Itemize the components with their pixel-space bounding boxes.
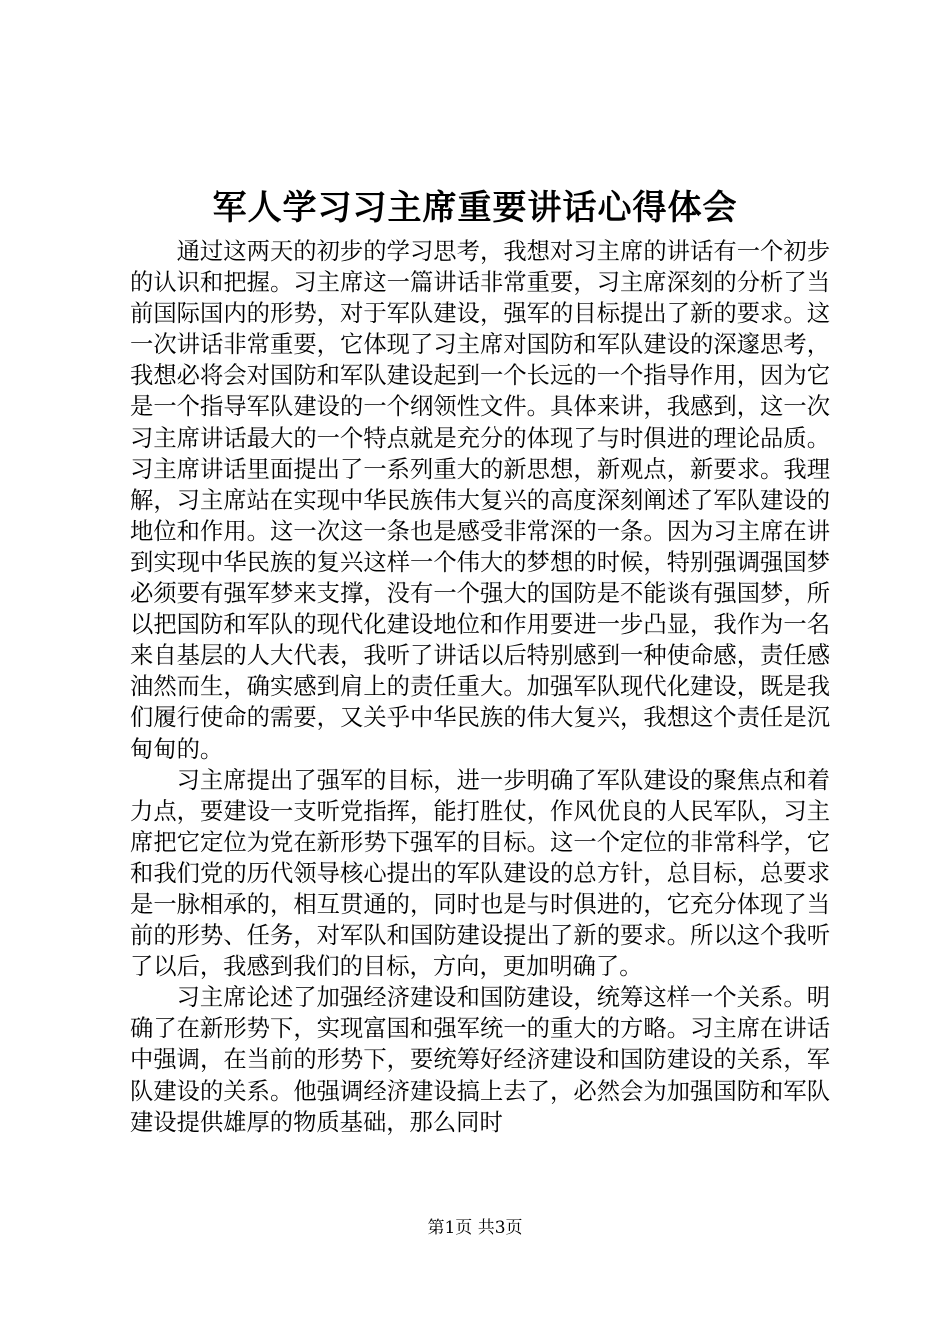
page-number-footer: 第1页 共3页 bbox=[427, 1218, 523, 1238]
paragraph-2: 习主席提出了强军的目标，进一步明确了军队建设的聚焦点和着力点，要建设一支听党指挥，能打胜仗，作风优良的人民军队，习主席把它定位为党在新形势下强军的目标。这一个定位的非常科学，它和我们党的历代领导核心提出的军队建设的总方针，总目标，总要求是一脉相承的，相互贯通的，同时也是与时俱进的，它充分体现了当前的形势、任务，对军队和国防建设提出了新的要求。所以这个我听了以后，我感到我们的目标，方向，更加明确了。 bbox=[130, 766, 830, 981]
document-title: 军人学习习主席重要讲话心得体会 bbox=[212, 188, 738, 228]
paragraph-3: 习主席论述了加强经济建设和国防建设，统筹这样一个关系。明确了在新形势下，实现富国和强军统一的重大的方略。习主席在讲话中强调，在当前的形势下，要统筹好经济建设和国防建设的关系，军队建设的关系。他强调经济建设搞上去了，必然会为加强国防和军队建设提供雄厚的物质基础，那么同时 bbox=[130, 984, 830, 1136]
paragraph-1: 通过这两天的初步的学习思考，我想对习主席的讲话有一个初步的认识和把握。习主席这一篇讲话非常重要，习主席深刻的分析了当前国际国内的形势，对于军队建设，强军的目标提出了新的要求。这一次讲话非常重要，它体现了习主席对国防和军队建设的深邃思考，我想必将会对国防和军队建设起到一个长远的一个指导作用，因为它是一个指导军队建设的一个纲领性文件。具体来讲，我感到，这一次习主席讲话最大的一个特点就是充分的体现了与时俱进的理论品质。习主席讲话里面提出了一系列重大的新思想，新观点，新要求。我理解，习主席站在实现中华民族伟大复兴的高度深刻阐述了军队建设的地位和作用。这一次这一条也是感受非常深的一条。因为习主席在讲到实现中华民族的复兴这样一个伟大的梦想的时候，特别强调强国梦必须要有强军梦来支撑，没有一个强大的国防是不能谈有强国梦，所以把国防和军队的现代化建设地位和作用要进一步凸显，我作为一名来自基层的人大代表，我听了讲话以后特别感到一种使命感，责任感油然而生，确实感到肩上的责任重大。加强军队现代化建设，既是我们履行使命的需要，又关乎中华民族的伟大复兴，我想这个责任是沉甸甸的。 bbox=[130, 238, 830, 763]
document-body bbox=[130, 236, 830, 1138]
